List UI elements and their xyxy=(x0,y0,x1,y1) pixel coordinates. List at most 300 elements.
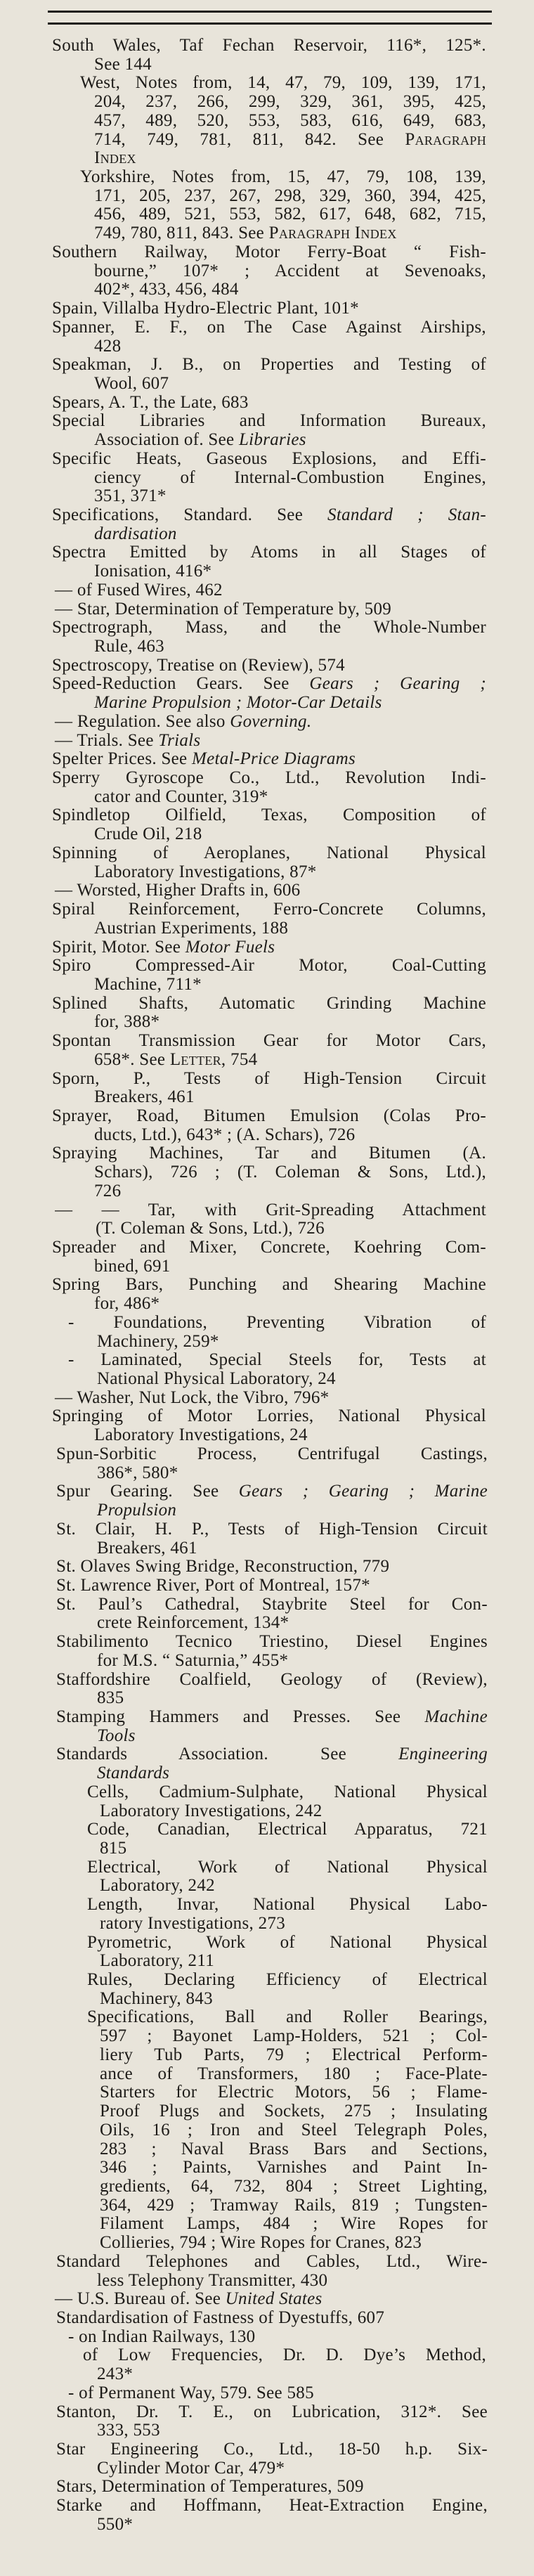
index-line xyxy=(97,2516,488,2535)
cross-reference: Gears ; Gearing ; xyxy=(309,675,486,694)
index-entry xyxy=(0,506,534,543)
index-line xyxy=(52,1070,486,1089)
entry-text: Standards Association. See xyxy=(56,1745,399,1764)
index-line xyxy=(97,2365,486,2384)
index-line xyxy=(52,318,486,337)
index-line xyxy=(56,1520,488,1539)
entry-text: — Washer, Nut Lock, the Vibro, 796* xyxy=(55,1387,330,1407)
index-line xyxy=(97,1727,488,1746)
entry-text: — of Fused Wires, 462 xyxy=(55,580,223,600)
index-line xyxy=(94,1257,486,1276)
entry-text: Sprayer, Road, Bitumen Emulsion (Colas Pro- xyxy=(52,1106,486,1125)
entry-text: National Physical Laboratory, 24 xyxy=(97,1369,336,1389)
entry-text: Austrian Experiments, 188 xyxy=(94,918,289,938)
index-entry xyxy=(0,2290,534,2309)
entry-text: 550* xyxy=(97,2514,134,2534)
index-line xyxy=(94,562,486,581)
entry-text: 346 ; Paints, Varnishes and Paint In- xyxy=(100,2158,488,2177)
index-line xyxy=(55,713,486,732)
index-entry xyxy=(0,1577,534,1596)
index-line xyxy=(100,2158,488,2177)
index-line xyxy=(55,881,486,900)
entry-text: 283 ; Naval Brass Bars and Sections, xyxy=(100,2140,488,2158)
entry-text: less Telephony Transmitter, 430 xyxy=(97,2270,328,2290)
entry-text: for, 486* xyxy=(94,1294,160,1314)
entry-text: 333, 553 xyxy=(97,2421,160,2440)
index-line xyxy=(100,2065,488,2084)
index-line xyxy=(97,1652,488,1671)
entry-text: 402*, 433, 456, 484 xyxy=(94,280,239,299)
index-line xyxy=(52,299,486,318)
entry-text: — U.S. Bureau of. See xyxy=(55,2289,226,2309)
entry-text: Specific Heats, Gaseous Explosions, and Effi- xyxy=(52,449,486,468)
entry-text: Oils, 16 ; Iron and Steel Telegraph Poles, xyxy=(100,2121,488,2140)
entry-text: Star Engineering Co., Ltd., 18-50 h.p. Six- xyxy=(56,2440,488,2459)
index-line xyxy=(94,280,486,299)
entry-text: 457, 489, 520, 553, 583, 616, 649, 683, xyxy=(94,111,486,130)
entry-text: — Worsted, Higher Drafts in, 606 xyxy=(55,881,301,900)
cross-reference: Libraries xyxy=(238,430,306,450)
index-entry xyxy=(0,543,534,581)
index-entry xyxy=(0,299,534,318)
index-line xyxy=(94,469,486,488)
entry-text: - Foundations, Preventing Vibration of xyxy=(68,1313,486,1332)
index-line xyxy=(87,1783,488,1802)
index-entry xyxy=(0,1107,534,1144)
index-line xyxy=(97,1764,488,1783)
entry-text: , 754 xyxy=(221,1049,258,1069)
index-line xyxy=(52,619,486,637)
index-line xyxy=(94,863,486,882)
index-line xyxy=(56,1445,488,1464)
index-line xyxy=(96,1219,486,1238)
entry-text: ance of Transformers, 180 ; Face-Plate- xyxy=(100,2064,488,2083)
entry-text: Laboratory Investigations, 242 xyxy=(100,1801,323,1820)
entry-text: 815 xyxy=(100,1839,127,1858)
index-entry xyxy=(0,2008,534,2252)
index-line xyxy=(100,2027,488,2046)
entry-text: Southern Railway, Motor Ferry-Boat “ Fish- xyxy=(52,242,486,261)
index-line xyxy=(97,1333,486,1352)
index-entry xyxy=(0,1745,534,1782)
index-line xyxy=(52,394,486,413)
index-entry xyxy=(0,2440,534,2478)
index-line xyxy=(52,412,486,431)
index-line xyxy=(68,1314,486,1333)
index-line xyxy=(100,1839,488,1858)
index-entry xyxy=(0,450,534,506)
cross-reference-smallcaps: Letter xyxy=(169,1049,221,1069)
entry-text: Specifications, Standard. See xyxy=(52,505,328,524)
entry-text: 835 xyxy=(97,1688,124,1708)
entry-text: — Regulation. See also xyxy=(55,711,230,731)
index-line xyxy=(94,56,486,75)
cross-reference: Motor Fuels xyxy=(185,937,275,957)
index-entry xyxy=(0,1389,534,1408)
index-entry xyxy=(0,1783,534,1820)
index-line xyxy=(52,750,486,769)
entry-text: of Low Frequencies, Dr. D. Dye’s Method, xyxy=(83,2346,486,2365)
entry-text: 597 ; Bayonet Lamp-Holders, 521 ; Col- xyxy=(100,2027,488,2046)
index-line xyxy=(56,1558,488,1577)
index-entry xyxy=(0,750,534,769)
entry-text: 428 xyxy=(94,336,122,356)
entry-text: West, Notes from, 14, 47, 79, 109, 139, 171, xyxy=(80,74,486,93)
index-line xyxy=(56,1745,488,1764)
index-line xyxy=(94,1051,486,1070)
index-line xyxy=(52,675,486,694)
entry-text: Filament Lamps, 484 ; Wire Ropes for xyxy=(100,2215,488,2234)
entry-text: 171, 205, 237, 267, 298, 329, 360, 394, 425, xyxy=(94,186,486,205)
entry-text: Standard Telephones and Cables, Ltd., Wire- xyxy=(56,2252,488,2271)
index-line xyxy=(80,74,486,93)
cross-reference: Marine Propulsion ; Motor-Car Details xyxy=(94,693,382,713)
index-entry xyxy=(0,2328,534,2347)
entry-text: Special Libraries and Information Bureaux, xyxy=(52,412,486,431)
index-entry xyxy=(0,806,534,843)
index-line xyxy=(94,525,486,544)
index-entry xyxy=(0,2478,534,2497)
header-rule-top xyxy=(48,11,492,13)
cross-reference: Governing. xyxy=(230,711,312,731)
entry-text: Collieries, 794 ; Wire Ropes for Cranes, 823 xyxy=(100,2233,422,2253)
entry-text: St. Clair, H. P., Tests of High-Tension Circuit xyxy=(56,1520,488,1539)
index-line xyxy=(52,995,486,1014)
index-entry xyxy=(0,1445,534,1482)
index-entry xyxy=(0,600,534,619)
index-line xyxy=(83,2346,486,2365)
index-line xyxy=(94,788,486,807)
entry-text: Spain, Villalba Hydro-Electric Plant, 101* xyxy=(52,299,359,318)
cross-reference: United States xyxy=(225,2289,323,2309)
index-entry xyxy=(0,1708,534,1745)
index-entry xyxy=(0,881,534,900)
index-entry xyxy=(0,2253,534,2290)
index-entry xyxy=(0,2346,534,2383)
index-entry xyxy=(0,1276,534,1313)
index-line xyxy=(94,1182,486,1201)
cross-reference: Tools xyxy=(97,1726,136,1745)
entry-text: Spur Gearing. See xyxy=(56,1482,239,1501)
index-line xyxy=(87,1896,488,1915)
index-entry xyxy=(0,1032,534,1069)
entry-text: Rule, 463 xyxy=(94,637,164,656)
cross-reference: Metal-Price Diagrams xyxy=(192,749,356,769)
entry-text: Rules, Declaring Efficiency of Electrical xyxy=(87,1971,488,1990)
index-line xyxy=(52,656,486,675)
index-line xyxy=(56,1633,488,1652)
entry-text: Stamping Hammers and Presses. See xyxy=(56,1707,425,1726)
entry-text: (T. Coleman & Sons, Ltd.), 726 xyxy=(96,1219,325,1238)
entry-text: Spun-Sorbitic Process, Centrifugal Castings, xyxy=(56,1444,488,1463)
entry-text: Starke and Hoffmann, Heat-Extraction Engine, xyxy=(56,2497,488,2516)
entry-text: — — Tar, with Grit-Spreading Attachment xyxy=(55,1200,486,1219)
entry-text: Splined Shafts, Automatic Grinding Machine xyxy=(52,994,486,1013)
entry-text: Cylinder Motor Car, 479* xyxy=(97,2458,285,2478)
index-line xyxy=(87,1934,488,1953)
index-entry xyxy=(0,675,534,712)
entry-text: 364, 429 ; Tramway Rails, 819 ; Tungsten- xyxy=(100,2196,488,2215)
entry-text: Machine, 711* xyxy=(94,974,202,994)
entry-text: Staffordshire Coalfield, Geology of (Review), xyxy=(56,1670,488,1689)
index-line xyxy=(68,1351,486,1370)
entry-text: Ionisation, 416* xyxy=(94,562,212,581)
entry-text: Spectroscopy, Treatise on (Review), 574 xyxy=(52,655,345,675)
index-line xyxy=(55,1201,486,1220)
entry-text: 386*, 580* xyxy=(97,1463,178,1482)
index-line xyxy=(100,1915,488,1934)
entry-text: South Wales, Taf Fechan Reservoir, 116*, 125*. xyxy=(52,37,486,55)
index-line xyxy=(55,600,486,619)
entry-text: Spinning of Aeroplanes, National Physical xyxy=(52,843,486,862)
index-line xyxy=(94,187,486,206)
entry-text: cator and Counter, 319* xyxy=(94,787,268,806)
index-entry xyxy=(0,1407,534,1444)
entry-text: Spectra Emitted by Atoms in all Stages of xyxy=(52,543,486,562)
entry-text: Spreader and Mixer, Concrete, Koehring Com- xyxy=(52,1238,486,1257)
index-line xyxy=(52,1032,486,1051)
entry-text: 726 xyxy=(94,1181,122,1200)
index-line xyxy=(52,900,486,919)
index-entry xyxy=(0,1351,534,1388)
index-entry xyxy=(0,769,534,806)
index-line xyxy=(94,637,486,656)
index-entry xyxy=(0,656,534,675)
index-line xyxy=(56,1596,488,1614)
entry-text: Stanton, Dr. T. E., on Lubrication, 312*. See xyxy=(56,2402,488,2421)
index-line xyxy=(100,1952,488,1971)
index-entry xyxy=(0,1238,534,1276)
entry-text: ducts, Ltd.), 643* ; (A. Schars), 726 xyxy=(94,1125,356,1144)
index-line xyxy=(55,581,486,600)
entry-text: Electrical, Work of National Physical xyxy=(87,1858,488,1877)
index-line xyxy=(52,243,486,262)
index-entry xyxy=(0,2309,534,2328)
entry-text: 714, 749, 781, 811, 842. See xyxy=(94,130,405,149)
cross-reference: Engineering xyxy=(398,1745,488,1764)
entry-text: Spraying Machines, Tar and Bitumen (A. xyxy=(52,1144,486,1163)
index-line xyxy=(94,149,486,168)
entry-text: - on Indian Railways, 130 xyxy=(68,2326,256,2346)
entry-text: Springing of Motor Lorries, National Physical xyxy=(52,1407,486,1426)
index-entry xyxy=(0,318,534,356)
index-entry xyxy=(0,2497,534,2534)
index-line xyxy=(55,2290,486,2309)
index-line xyxy=(94,375,486,394)
index-line xyxy=(97,1370,486,1389)
entry-text: — Trials. See xyxy=(55,730,159,750)
index-line xyxy=(56,2253,488,2272)
index-entry xyxy=(0,2403,534,2440)
index-line xyxy=(94,224,486,243)
index-line xyxy=(56,1482,488,1501)
index-line xyxy=(100,2215,488,2234)
index-entry xyxy=(0,900,534,938)
entry-text: 351, 371* xyxy=(94,486,167,506)
index-entry xyxy=(0,1314,534,1351)
entry-text: Proof Plugs and Sockets, 275 ; Insulating xyxy=(100,2102,488,2121)
index-entry xyxy=(0,1971,534,2008)
entry-text: 456, 489, 521, 553, 582, 617, 648, 682, 715, xyxy=(94,205,486,224)
entry-text: Breakers, 461 xyxy=(94,1087,195,1107)
entry-text: Machinery, 259* xyxy=(97,1331,219,1351)
cross-reference: dardisation xyxy=(94,524,177,543)
index-entry xyxy=(0,1596,534,1633)
entry-text: 658*. See xyxy=(94,1049,170,1069)
entry-text: Specifications, Ball and Roller Bearings, xyxy=(87,2008,488,2027)
index-line xyxy=(100,2234,488,2253)
index-line xyxy=(56,2478,488,2497)
entry-text: Length, Invar, National Physical Labo- xyxy=(87,1896,488,1915)
index-line xyxy=(56,1708,488,1727)
index-line xyxy=(97,2421,488,2440)
index-line xyxy=(100,1802,488,1821)
entry-text: Stabilimento Tecnico Triestino, Diesel Engines xyxy=(56,1633,488,1652)
index-entry xyxy=(0,938,534,957)
index-entry xyxy=(0,844,534,881)
entry-text: for, 388* xyxy=(94,1012,160,1032)
cross-reference-smallcaps: Paragraph Index xyxy=(268,224,397,243)
entry-text: Starters for Electric Motors, 56 ; Flame- xyxy=(100,2083,488,2102)
index-line xyxy=(94,1295,486,1314)
index-line xyxy=(97,1464,488,1483)
index-entry xyxy=(0,356,534,393)
entry-text: Laboratory, 242 xyxy=(100,1876,215,1896)
index-line xyxy=(52,356,486,375)
index-line xyxy=(94,93,486,112)
entry-text: St. Lawrence River, Port of Montreal, 157* xyxy=(56,1575,370,1595)
entry-text: Spelter Prices. See xyxy=(52,749,193,769)
entry-text: St. Paul’s Cathedral, Staybrite Steel for Con- xyxy=(56,1595,488,1614)
entry-text: Spectrograph, Mass, and the Whole-Number xyxy=(52,619,486,637)
index-line xyxy=(94,487,486,506)
entry-text: Spring Bars, Punching and Shearing Machine xyxy=(52,1276,486,1295)
entry-text: bined, 691 xyxy=(94,1256,171,1276)
index-line xyxy=(100,1990,488,2009)
index-entry xyxy=(0,1144,534,1200)
index-line xyxy=(100,2083,488,2102)
index-line xyxy=(100,2121,488,2140)
entry-text: Standardisation of Fastness of Dyestuffs, 607 xyxy=(56,2308,385,2327)
entry-text: - of Permanent Way, 579. See 585 xyxy=(68,2383,314,2402)
index-line xyxy=(52,844,486,863)
entry-text: crete Reinforcement, 134* xyxy=(97,1613,289,1633)
index-line xyxy=(52,1407,486,1426)
entry-text: ciency of Internal-Combustion Engines, xyxy=(94,468,486,487)
index-line xyxy=(52,938,486,957)
entry-text: Laboratory, 211 xyxy=(100,1951,215,1971)
index-line xyxy=(52,37,486,56)
index-entry xyxy=(0,1858,534,1896)
index-line xyxy=(100,2102,488,2121)
index-line xyxy=(94,431,486,450)
entry-text: Stars, Determination of Temperatures, 509 xyxy=(56,2477,364,2497)
index-entry xyxy=(0,581,534,600)
entry-text: Spiral Reinforcement, Ferro-Concrete Columns, xyxy=(52,900,486,919)
index-line xyxy=(97,1614,488,1633)
entry-text: gredients, 64, 732, 804 ; Street Lighting, xyxy=(100,2177,488,2196)
index-line xyxy=(94,112,486,131)
index-line xyxy=(52,957,486,976)
entry-text: for M.S. “ Saturnia,” 455* xyxy=(97,1650,289,1670)
index-entry xyxy=(0,995,534,1032)
entry-text: Machinery, 843 xyxy=(100,1988,213,2008)
index-entry xyxy=(0,1934,534,1971)
index-entry xyxy=(0,1520,534,1558)
index-line xyxy=(56,1671,488,1690)
entry-text: 243* xyxy=(97,2364,134,2384)
cross-reference: Standards xyxy=(97,1763,170,1783)
entry-text: Speed-Reduction Gears. See xyxy=(52,675,310,694)
entry-text: Spiro Compressed-Air Motor, Coal-Cutting xyxy=(52,957,486,976)
index-line xyxy=(97,2459,488,2478)
entry-text: Pyrometric, Work of National Physical xyxy=(87,1933,488,1952)
entry-text: Association of. See xyxy=(94,430,239,450)
index-entry xyxy=(0,1070,534,1107)
index-entry xyxy=(0,168,534,243)
index-line xyxy=(94,1426,486,1445)
index-line xyxy=(94,1163,486,1182)
index-line xyxy=(55,1389,486,1408)
index-entry xyxy=(0,2384,534,2403)
entry-text: Code, Canadian, Electrical Apparatus, 721 xyxy=(87,1820,488,1839)
cross-reference-smallcaps: Index xyxy=(94,148,136,168)
index-line xyxy=(52,1144,486,1163)
entry-text: ratory Investigations, 273 xyxy=(100,1913,286,1933)
index-line xyxy=(52,543,486,562)
index-entry xyxy=(0,412,534,449)
entry-text: Wool, 607 xyxy=(94,373,169,393)
cross-reference: Propulsion xyxy=(97,1501,177,1520)
entry-text: 204, 237, 266, 299, 329, 361, 395, 425, xyxy=(94,93,486,112)
index-entry xyxy=(0,732,534,751)
index-line xyxy=(94,131,486,150)
entry-text: Spindletop Oilfield, Texas, Composition of xyxy=(52,806,486,825)
index-entry xyxy=(0,394,534,413)
entry-text: bourne,” 107* ; Accident at Sevenoaks, xyxy=(94,261,486,280)
index-entry xyxy=(0,1201,534,1238)
index-entry xyxy=(0,37,534,74)
header-rule-bottom xyxy=(48,22,492,25)
index-line xyxy=(94,262,486,281)
entry-text: Sporn, P., Tests of High-Tension Circuit xyxy=(52,1069,486,1088)
index-line xyxy=(100,2046,488,2065)
index-line xyxy=(52,450,486,469)
index-line xyxy=(52,1238,486,1257)
index-entry xyxy=(0,619,534,656)
index-line xyxy=(94,694,486,713)
entry-text: Sperry Gyroscope Co., Ltd., Revolution Indi- xyxy=(52,769,486,788)
index-line xyxy=(94,337,486,356)
entry-text: St. Olaves Swing Bridge, Reconstruction, 779 xyxy=(56,1557,390,1577)
entry-text: Spontan Transmission Gear for Motor Cars, xyxy=(52,1032,486,1051)
index-entry xyxy=(0,1896,534,1933)
index-column xyxy=(0,37,534,2535)
cross-reference: Gears ; Gearing ; Marine xyxy=(238,1482,488,1501)
index-line xyxy=(55,732,486,751)
index-line xyxy=(87,1858,488,1877)
entry-text: 749, 780, 811, 843. See xyxy=(94,224,269,243)
index-line xyxy=(68,2328,486,2347)
index-line xyxy=(100,2177,488,2196)
index-line xyxy=(52,506,486,525)
index-line xyxy=(56,1577,488,1596)
index-line xyxy=(94,1013,486,1032)
index-entry xyxy=(0,74,534,168)
entry-text: Speakman, J. B., on Properties and Testing of xyxy=(52,356,486,375)
cross-reference: Trials xyxy=(158,730,201,750)
index-line xyxy=(87,1971,488,1990)
